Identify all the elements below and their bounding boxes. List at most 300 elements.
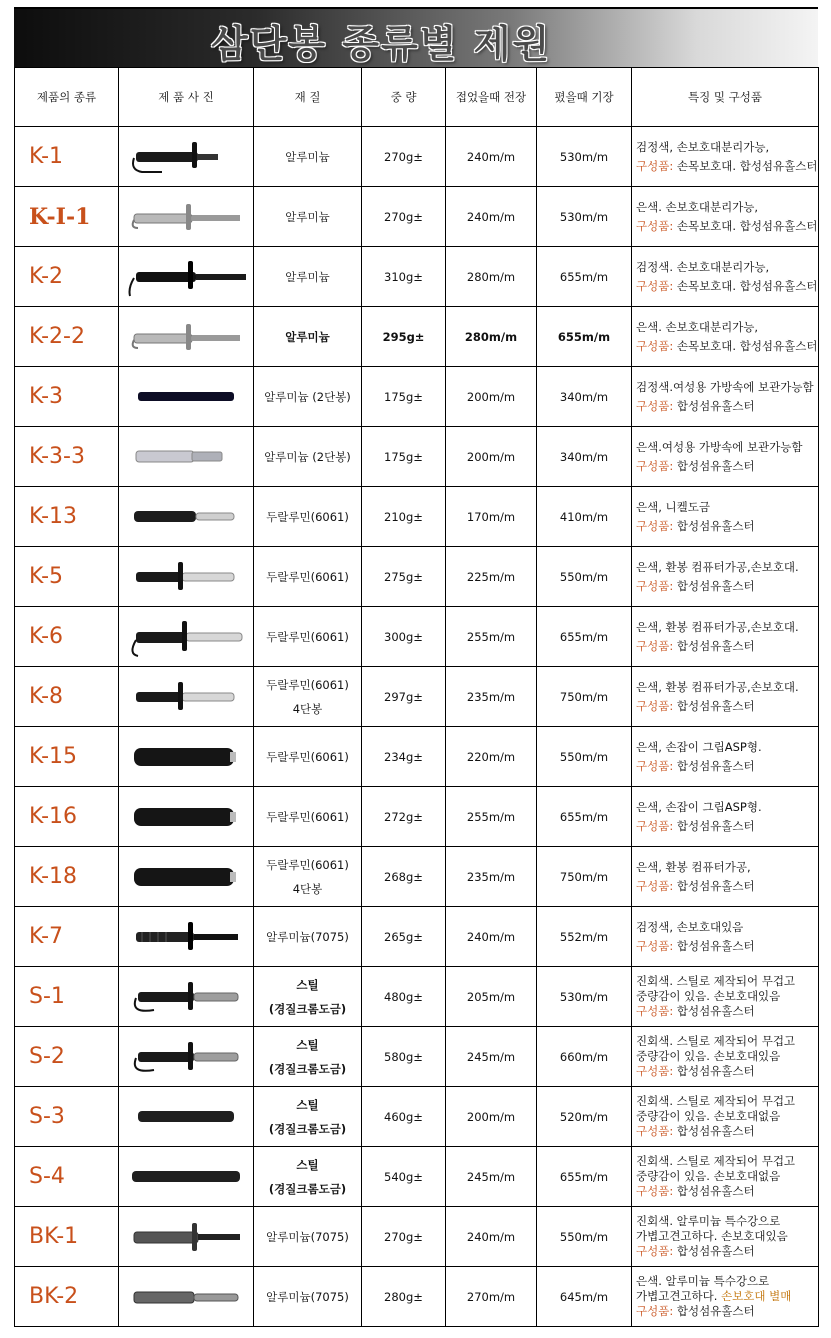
product-photo xyxy=(119,1267,254,1327)
material: 알루미늄 xyxy=(285,329,330,344)
table-row xyxy=(15,1207,819,1267)
weight: 175g± xyxy=(362,427,446,487)
feature-line xyxy=(636,858,818,877)
product-photo xyxy=(119,487,254,547)
baton-image xyxy=(126,796,246,838)
components-label: 구성품: xyxy=(636,458,674,473)
components-line xyxy=(636,517,818,536)
extended-length: 655m/m xyxy=(537,787,632,847)
product-photo xyxy=(119,727,254,787)
components-value: 합성섬유홀스터 xyxy=(676,1124,755,1138)
components-value: 합성섬유홀스터 xyxy=(676,518,755,533)
material-cell xyxy=(254,1027,362,1087)
weight: 300g± xyxy=(362,607,446,667)
extended-length: 645m/m xyxy=(537,1267,632,1327)
components-value: 합성섬유홀스터 xyxy=(676,1004,755,1018)
feature-cell xyxy=(632,607,819,667)
feature-text: 검정색.여성용 가방속에 보관가능함 xyxy=(636,379,814,394)
feature-cell xyxy=(632,427,819,487)
folded-length: 200m/m xyxy=(446,1087,537,1147)
components-value: 손목보호대. 합성섬유홀스터 xyxy=(676,218,818,233)
components-label: 구성품: xyxy=(636,1184,674,1198)
components-line xyxy=(636,817,818,836)
baton-image xyxy=(126,736,246,778)
feature-text: 은색, 니켈도금 xyxy=(636,499,710,514)
model-name: K-2 xyxy=(15,247,119,307)
material: 두랄루민(6061) xyxy=(266,857,349,872)
material-cell xyxy=(254,727,362,787)
feature-line xyxy=(636,1274,818,1289)
page-title: 삼단봉 종류별 제원 xyxy=(210,21,552,66)
material: 두랄루민(6061) xyxy=(266,677,349,692)
feature-text: 진회색. 스틸로 제작되어 무겁고 xyxy=(636,1094,796,1108)
folded-length: 280m/m xyxy=(446,307,537,367)
components-label: 구성품: xyxy=(636,818,674,833)
folded-length: 235m/m xyxy=(446,667,537,727)
model-name: K-3 xyxy=(15,367,119,427)
extended-length: 550m/m xyxy=(537,727,632,787)
spec-rows xyxy=(15,127,819,1327)
product-photo xyxy=(119,547,254,607)
model-name: K-6 xyxy=(15,607,119,667)
feature-line xyxy=(636,318,818,337)
folded-length: 200m/m xyxy=(446,427,537,487)
baton-image xyxy=(126,256,246,298)
feature-cell xyxy=(632,367,819,427)
weight: 280g± xyxy=(362,1267,446,1327)
extended-length: 340m/m xyxy=(537,427,632,487)
model-name: K-1 xyxy=(15,127,119,187)
components-line xyxy=(636,1244,818,1259)
components-line xyxy=(636,697,818,716)
title-banner xyxy=(14,7,818,67)
components-line xyxy=(636,877,818,896)
model-name: K-13 xyxy=(15,487,119,547)
feature-text: 은색, 환봉 컴퓨터가공, xyxy=(636,859,751,874)
folded-length: 220m/m xyxy=(446,727,537,787)
model-name: K-18 xyxy=(15,847,119,907)
model-name: S-3 xyxy=(15,1087,119,1147)
baton-image xyxy=(126,676,246,718)
components-label: 구성품: xyxy=(636,158,674,173)
weight: 460g± xyxy=(362,1087,446,1147)
feature-cell xyxy=(632,967,819,1027)
components-line xyxy=(636,457,818,476)
feature-text: 중량감이 있음. 손보호대없음 xyxy=(636,1169,781,1183)
product-photo xyxy=(119,1207,254,1267)
weight: 295g± xyxy=(362,307,446,367)
feature-cell xyxy=(632,1087,819,1147)
baton-image xyxy=(126,376,246,418)
material-cell xyxy=(254,847,362,907)
extended-length: 530m/m xyxy=(537,187,632,247)
header-folded-length: 접었을때 전장 xyxy=(446,68,537,127)
feature-line xyxy=(636,618,818,637)
components-label: 구성품: xyxy=(636,578,674,593)
product-photo xyxy=(119,1087,254,1147)
feature-line xyxy=(636,1169,818,1184)
feature-cell xyxy=(632,1207,819,1267)
components-value: 손목보호대. 합성섬유홀스터 xyxy=(676,158,818,173)
weight: 275g± xyxy=(362,547,446,607)
baton-image xyxy=(126,916,246,958)
material-cell xyxy=(254,907,362,967)
model-name: K-8 xyxy=(15,667,119,727)
feature-line xyxy=(636,1214,818,1229)
folded-length: 170m/m xyxy=(446,487,537,547)
extended-length: 750m/m xyxy=(537,847,632,907)
feature-line xyxy=(636,974,818,989)
components-label: 구성품: xyxy=(636,1004,674,1018)
feature-line xyxy=(636,378,818,397)
components-label: 구성품: xyxy=(636,278,674,293)
table-row xyxy=(15,247,819,307)
components-label: 구성품: xyxy=(636,338,674,353)
weight: 268g± xyxy=(362,847,446,907)
material-detail: (경질크롬도금) xyxy=(268,1121,347,1136)
weight: 210g± xyxy=(362,487,446,547)
feature-cell xyxy=(632,1027,819,1087)
model-name: K-2-2 xyxy=(15,307,119,367)
feature-line xyxy=(636,1289,818,1304)
material-cell xyxy=(254,787,362,847)
header-extended-length: 폈을때 기장 xyxy=(537,68,632,127)
components-label: 구성품: xyxy=(636,1244,674,1258)
product-photo xyxy=(119,667,254,727)
extended-length: 530m/m xyxy=(537,967,632,1027)
baton-image xyxy=(126,856,246,898)
components-value: 합성섬유홀스터 xyxy=(676,758,755,773)
feature-text: 중량감이 있음. 손보호대있음 xyxy=(636,1049,781,1063)
extended-length: 660m/m xyxy=(537,1027,632,1087)
feature-text: 은색, 손잡이 그립ASP형. xyxy=(636,799,762,814)
product-photo xyxy=(119,787,254,847)
components-label: 구성품: xyxy=(636,1064,674,1078)
feature-text: 중량감이 있음. 손보호대없음 xyxy=(636,1109,781,1123)
feature-line xyxy=(636,198,818,217)
header-row xyxy=(15,68,819,127)
material: 알루미늄 xyxy=(285,149,330,164)
folded-length: 235m/m xyxy=(446,847,537,907)
feature-line xyxy=(636,918,818,937)
material-cell xyxy=(254,1267,362,1327)
table-row xyxy=(15,367,819,427)
feature-text: 가볍고견고하다. 손보호대있음 xyxy=(636,1229,788,1243)
components-value: 합성섬유홀스터 xyxy=(676,638,755,653)
folded-length: 255m/m xyxy=(446,787,537,847)
components-label: 구성품: xyxy=(636,878,674,893)
extended-length: 655m/m xyxy=(537,247,632,307)
components-label: 구성품: xyxy=(636,938,674,953)
components-line xyxy=(636,937,818,956)
product-photo xyxy=(119,367,254,427)
extended-length: 655m/m xyxy=(537,607,632,667)
header-features: 특징 및 구성품 xyxy=(632,68,819,127)
table-row xyxy=(15,1267,819,1327)
feature-line xyxy=(636,1109,818,1124)
model-name: S-1 xyxy=(15,967,119,1027)
weight: 234g± xyxy=(362,727,446,787)
header-photo: 제 품 사 진 xyxy=(119,68,254,127)
header-material: 재 질 xyxy=(254,68,362,127)
model-name: BK-1 xyxy=(15,1207,119,1267)
material-cell xyxy=(254,667,362,727)
header-weight: 중 량 xyxy=(362,68,446,127)
components-value: 합성섬유홀스터 xyxy=(676,1064,755,1078)
weight: 297g± xyxy=(362,667,446,727)
components-value: 손목보호대. 합성섬유홀스터 xyxy=(676,278,818,293)
weight: 270g± xyxy=(362,127,446,187)
extended-length: 340m/m xyxy=(537,367,632,427)
spec-table xyxy=(14,67,819,1327)
table-row xyxy=(15,667,819,727)
material-cell xyxy=(254,1087,362,1147)
model-name: K-5 xyxy=(15,547,119,607)
product-photo xyxy=(119,1027,254,1087)
table-row xyxy=(15,607,819,667)
feature-line xyxy=(636,138,818,157)
material-cell xyxy=(254,367,362,427)
feature-line xyxy=(636,738,818,757)
feature-line xyxy=(636,558,818,577)
baton-image xyxy=(126,496,246,538)
weight: 270g± xyxy=(362,187,446,247)
weight: 480g± xyxy=(362,967,446,1027)
product-photo xyxy=(119,127,254,187)
material-cell xyxy=(254,127,362,187)
components-value: 합성섬유홀스터 xyxy=(676,398,755,413)
material: 두랄루민(6061) xyxy=(266,509,349,524)
feature-text: 진회색. 스틸로 제작되어 무겁고 xyxy=(636,1034,796,1048)
material-cell xyxy=(254,967,362,1027)
feature-cell xyxy=(632,1267,819,1327)
material-detail: 4단봉 xyxy=(292,701,323,716)
components-label: 구성품: xyxy=(636,758,674,773)
components-line xyxy=(636,757,818,776)
material-cell xyxy=(254,187,362,247)
feature-cell xyxy=(632,487,819,547)
product-photo xyxy=(119,847,254,907)
model-name: K-15 xyxy=(15,727,119,787)
feature-text: 검정색, 손보호대있음 xyxy=(636,919,744,934)
material-cell xyxy=(254,607,362,667)
feature-text: 은색, 환봉 컴퓨터가공,손보호대. xyxy=(636,619,799,634)
baton-image xyxy=(126,556,246,598)
baton-image xyxy=(126,1036,246,1078)
components-value: 손목보호대. 합성섬유홀스터 xyxy=(676,338,818,353)
weight: 310g± xyxy=(362,247,446,307)
feature-text: 은색, 환봉 컴퓨터가공,손보호대. xyxy=(636,559,799,574)
components-label: 구성품: xyxy=(636,1304,674,1318)
material-detail: (경질크롬도금) xyxy=(268,1061,347,1076)
feature-cell xyxy=(632,547,819,607)
components-label: 구성품: xyxy=(636,218,674,233)
product-photo xyxy=(119,607,254,667)
weight: 540g± xyxy=(362,1147,446,1207)
product-photo xyxy=(119,427,254,487)
extended-length: 655m/m xyxy=(537,307,632,367)
baton-image xyxy=(126,1276,246,1318)
material: 두랄루민(6061) xyxy=(266,749,349,764)
material-cell xyxy=(254,307,362,367)
feature-cell xyxy=(632,307,819,367)
feature-text: 진회색. 스틸로 제작되어 무겁고 xyxy=(636,974,796,988)
feature-text: 은색. 손보호대분리가능, xyxy=(636,199,759,214)
sold-separately-note: 손보호대 별매 xyxy=(721,1289,792,1303)
feature-line xyxy=(636,258,818,277)
weight: 265g± xyxy=(362,907,446,967)
model-name: BK-2 xyxy=(15,1267,119,1327)
baton-image xyxy=(126,196,246,238)
material-cell xyxy=(254,487,362,547)
components-line xyxy=(636,397,818,416)
baton-image xyxy=(126,616,246,658)
material: 알루미늄(7075) xyxy=(266,929,349,944)
components-value: 합성섬유홀스터 xyxy=(676,458,755,473)
material-cell xyxy=(254,547,362,607)
extended-length: 550m/m xyxy=(537,1207,632,1267)
material: 스틸 xyxy=(296,1097,319,1112)
folded-length: 245m/m xyxy=(446,1027,537,1087)
table-row xyxy=(15,847,819,907)
model-name: K-7 xyxy=(15,907,119,967)
material: 두랄루민(6061) xyxy=(266,809,349,824)
product-photo xyxy=(119,967,254,1027)
weight: 580g± xyxy=(362,1027,446,1087)
feature-text: 진회색. 스틸로 제작되어 무겁고 xyxy=(636,1154,796,1168)
components-line xyxy=(636,1064,818,1079)
material: 스틸 xyxy=(296,1037,319,1052)
feature-cell xyxy=(632,847,819,907)
components-label: 구성품: xyxy=(636,638,674,653)
baton-image xyxy=(126,136,246,178)
feature-line xyxy=(636,1034,818,1049)
material: 알루미늄(7075) xyxy=(266,1229,349,1244)
product-photo xyxy=(119,907,254,967)
baton-image xyxy=(126,976,246,1018)
folded-length: 240m/m xyxy=(446,907,537,967)
components-label: 구성품: xyxy=(636,398,674,413)
weight: 272g± xyxy=(362,787,446,847)
table-row xyxy=(15,1087,819,1147)
feature-text: 은색. 알루미늄 특수강으로 xyxy=(636,1274,770,1288)
model-name: K-16 xyxy=(15,787,119,847)
baton-image xyxy=(126,1096,246,1138)
folded-length: 240m/m xyxy=(446,127,537,187)
table-row xyxy=(15,427,819,487)
material-cell xyxy=(254,427,362,487)
weight: 270g± xyxy=(362,1207,446,1267)
baton-image xyxy=(126,1156,246,1198)
feature-cell xyxy=(632,787,819,847)
components-value: 합성섬유홀스터 xyxy=(676,1184,755,1198)
components-label: 구성품: xyxy=(636,1124,674,1138)
components-label: 구성품: xyxy=(636,698,674,713)
feature-line xyxy=(636,1049,818,1064)
feature-line xyxy=(636,989,818,1004)
feature-line xyxy=(636,498,818,517)
material: 알루미늄 xyxy=(285,269,330,284)
baton-image xyxy=(126,316,246,358)
product-photo xyxy=(119,307,254,367)
components-line xyxy=(636,577,818,596)
material: 알루미늄(7075) xyxy=(266,1289,349,1304)
components-value: 합성섬유홀스터 xyxy=(676,938,755,953)
feature-text: 진회색. 알루미늄 특수강으로 xyxy=(636,1214,781,1228)
feature-text: 가볍고견고하다. xyxy=(636,1289,722,1303)
product-photo xyxy=(119,1147,254,1207)
extended-length: 552m/m xyxy=(537,907,632,967)
table-row xyxy=(15,487,819,547)
feature-cell xyxy=(632,667,819,727)
header-model: 제품의 종류 xyxy=(15,68,119,127)
folded-length: 280m/m xyxy=(446,247,537,307)
extended-length: 550m/m xyxy=(537,547,632,607)
components-label: 구성품: xyxy=(636,518,674,533)
product-photo xyxy=(119,187,254,247)
folded-length: 240m/m xyxy=(446,187,537,247)
components-line xyxy=(636,157,818,176)
feature-text: 검정색, 손보호대분리가능, xyxy=(636,139,770,154)
components-value: 합성섬유홀스터 xyxy=(676,578,755,593)
extended-length: 655m/m xyxy=(537,1147,632,1207)
components-value: 합성섬유홀스터 xyxy=(676,1304,755,1318)
feature-text: 검정색. 손보호대분리가능, xyxy=(636,259,770,274)
extended-length: 750m/m xyxy=(537,667,632,727)
extended-length: 530m/m xyxy=(537,127,632,187)
material-cell xyxy=(254,1147,362,1207)
material-cell xyxy=(254,1207,362,1267)
feature-cell xyxy=(632,1147,819,1207)
model-name: S-4 xyxy=(15,1147,119,1207)
feature-cell xyxy=(632,187,819,247)
components-line xyxy=(636,1004,818,1019)
table-row xyxy=(15,1027,819,1087)
feature-cell xyxy=(632,907,819,967)
feature-line xyxy=(636,798,818,817)
table-row xyxy=(15,907,819,967)
table-row xyxy=(15,187,819,247)
table-row xyxy=(15,307,819,367)
folded-length: 245m/m xyxy=(446,1147,537,1207)
material-detail: (경질크롬도금) xyxy=(268,1181,347,1196)
model-name: S-2 xyxy=(15,1027,119,1087)
feature-line xyxy=(636,438,818,457)
model-name: K-3-3 xyxy=(15,427,119,487)
components-line xyxy=(636,637,818,656)
feature-text: 은색, 손잡이 그립ASP형. xyxy=(636,739,762,754)
feature-cell xyxy=(632,247,819,307)
feature-text: 은색. 손보호대분리가능, xyxy=(636,319,759,334)
material: 스틸 xyxy=(296,977,319,992)
components-line xyxy=(636,1184,818,1199)
feature-line xyxy=(636,1229,818,1244)
components-line xyxy=(636,337,818,356)
folded-length: 200m/m xyxy=(446,367,537,427)
folded-length: 240m/m xyxy=(446,1207,537,1267)
components-line xyxy=(636,1304,818,1319)
feature-cell xyxy=(632,127,819,187)
components-value: 합성섬유홀스터 xyxy=(676,1244,755,1258)
baton-image xyxy=(126,436,246,478)
folded-length: 205m/m xyxy=(446,967,537,1027)
material-detail: 4단봉 xyxy=(292,881,323,896)
product-photo xyxy=(119,247,254,307)
feature-line xyxy=(636,1154,818,1169)
extended-length: 520m/m xyxy=(537,1087,632,1147)
components-line xyxy=(636,217,818,236)
components-line xyxy=(636,277,818,296)
